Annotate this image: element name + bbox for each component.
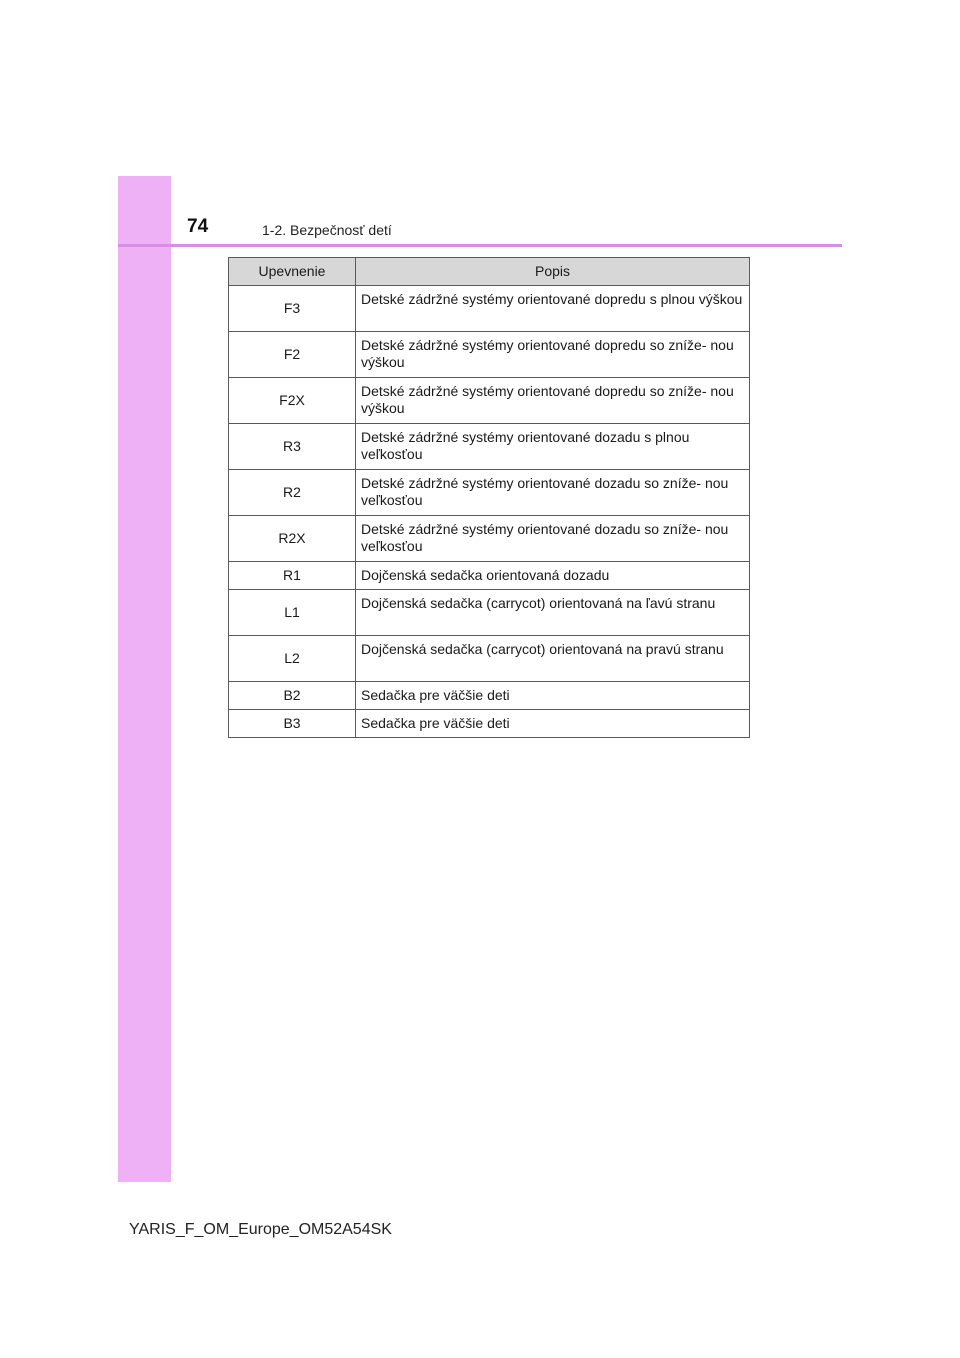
attachment-description: Dojčenská sedačka orientovaná dozadu xyxy=(356,562,750,590)
isofix-attachment-table xyxy=(228,257,750,738)
table-row xyxy=(229,332,750,378)
chapter-side-band xyxy=(118,176,171,1182)
attachment-code: F3 xyxy=(229,286,356,332)
attachment-code: B3 xyxy=(229,710,356,738)
attachment-description: Dojčenská sedačka (carrycot) orientovaná na ľavú stranu xyxy=(356,590,750,636)
attachment-code: B2 xyxy=(229,682,356,710)
attachment-code: R2X xyxy=(229,516,356,562)
table-row xyxy=(229,562,750,590)
attachment-description: Detské zádržné systémy orientované dopredu s plnou výškou xyxy=(356,286,750,332)
table-row xyxy=(229,636,750,682)
attachment-description: Detské zádržné systémy orientované dopredu so zníže- nou výškou xyxy=(356,332,750,378)
column-header-upevnenie: Upevnenie xyxy=(229,258,356,286)
attachment-code: R2 xyxy=(229,470,356,516)
attachment-description: Detské zádržné systémy orientované dozadu s plnou veľkosťou xyxy=(356,424,750,470)
table-row xyxy=(229,516,750,562)
table-row xyxy=(229,378,750,424)
attachment-description: Detské zádržné systémy orientované dozadu so zníže- nou veľkosťou xyxy=(356,470,750,516)
attachment-code: R1 xyxy=(229,562,356,590)
table-row xyxy=(229,286,750,332)
table-row xyxy=(229,682,750,710)
attachment-description: Sedačka pre väčšie deti xyxy=(356,682,750,710)
table-row xyxy=(229,590,750,636)
column-header-popis: Popis xyxy=(356,258,750,286)
attachment-description: Dojčenská sedačka (carrycot) orientovaná na pravú stranu xyxy=(356,636,750,682)
table-row xyxy=(229,470,750,516)
header-rule xyxy=(118,244,842,247)
attachment-description: Detské zádržné systémy orientované dopredu so zníže- nou výškou xyxy=(356,378,750,424)
attachment-code: L2 xyxy=(229,636,356,682)
table-header-row xyxy=(229,258,750,286)
table-row xyxy=(229,424,750,470)
attachment-code: F2X xyxy=(229,378,356,424)
page-number: 74 xyxy=(187,216,209,237)
attachment-code: R3 xyxy=(229,424,356,470)
attachment-description: Detské zádržné systémy orientované dozadu so zníže- nou veľkosťou xyxy=(356,516,750,562)
section-title: 1-2. Bezpečnosť detí xyxy=(262,222,392,238)
attachment-description: Sedačka pre väčšie deti xyxy=(356,710,750,738)
document-code-footer: YARIS_F_OM_Europe_OM52A54SK xyxy=(129,1221,392,1238)
attachment-code: F2 xyxy=(229,332,356,378)
attachment-code: L1 xyxy=(229,590,356,636)
table-row xyxy=(229,710,750,738)
